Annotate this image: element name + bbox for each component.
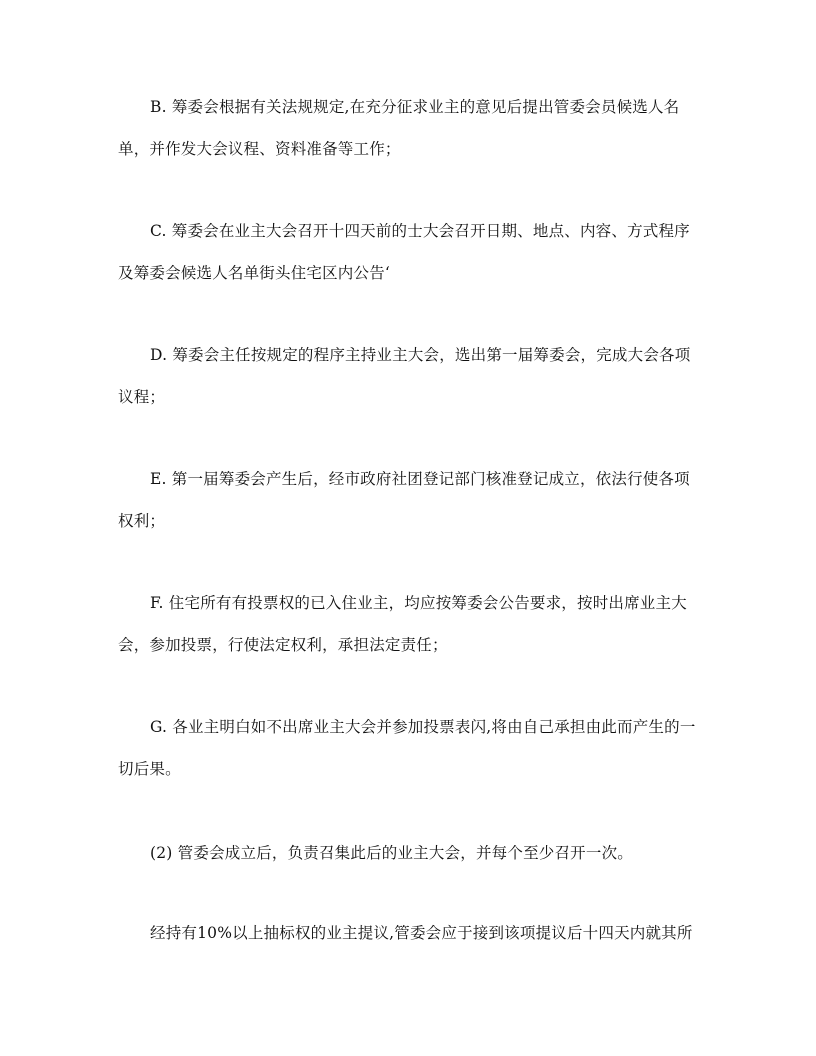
paragraph-proposal-text: 经持有10%以上抽标权的业主提议,管委会应于接到该项提议后十四天内就其所 xyxy=(150,924,693,942)
paragraph-g xyxy=(118,706,698,790)
paragraph-f xyxy=(118,582,698,666)
paragraph-e xyxy=(118,458,698,542)
paragraph-f-text: F. 住宅所有有投票权的已入住业主，均应按筹委会公告要求，按时出席业主大会，参加投票，行使法定权利，承担法定责任； xyxy=(118,594,687,654)
paragraph-c xyxy=(118,210,698,294)
paragraph-b xyxy=(118,86,698,170)
paragraph-2 xyxy=(118,832,698,874)
paragraph-g-text: G. 各业主明白如不出席业主大会并参加投票表闪,将由自己承担由此而产生的一切后果。 xyxy=(118,718,696,778)
paragraph-c-text: C. 筹委会在业主大会召开十四天前的士大会召开日期、地点、内容、方式程序及筹委会候选人名单街头住宅区内公告‘ xyxy=(118,222,690,282)
paragraph-proposal xyxy=(118,912,698,954)
paragraph-b-text: B. 筹委会根据有关法规规定,在充分征求业主的意见后提出管委会员候选人名单，并作发大会议程、资料准备等工作； xyxy=(118,98,680,158)
paragraph-2-text: (2) 管委会成立后，负责召集此后的业主大会，并每个至少召开一次。 xyxy=(150,844,633,862)
paragraph-d xyxy=(118,334,698,418)
paragraph-e-text: E. 第一届筹委会产生后，经市政府社团登记部门核准登记成立，依法行使各项权利； xyxy=(118,470,690,530)
paragraph-d-text: D. 筹委会主任按规定的程序主持业主大会，选出第一届筹委会，完成大会各项议程； xyxy=(118,346,691,406)
